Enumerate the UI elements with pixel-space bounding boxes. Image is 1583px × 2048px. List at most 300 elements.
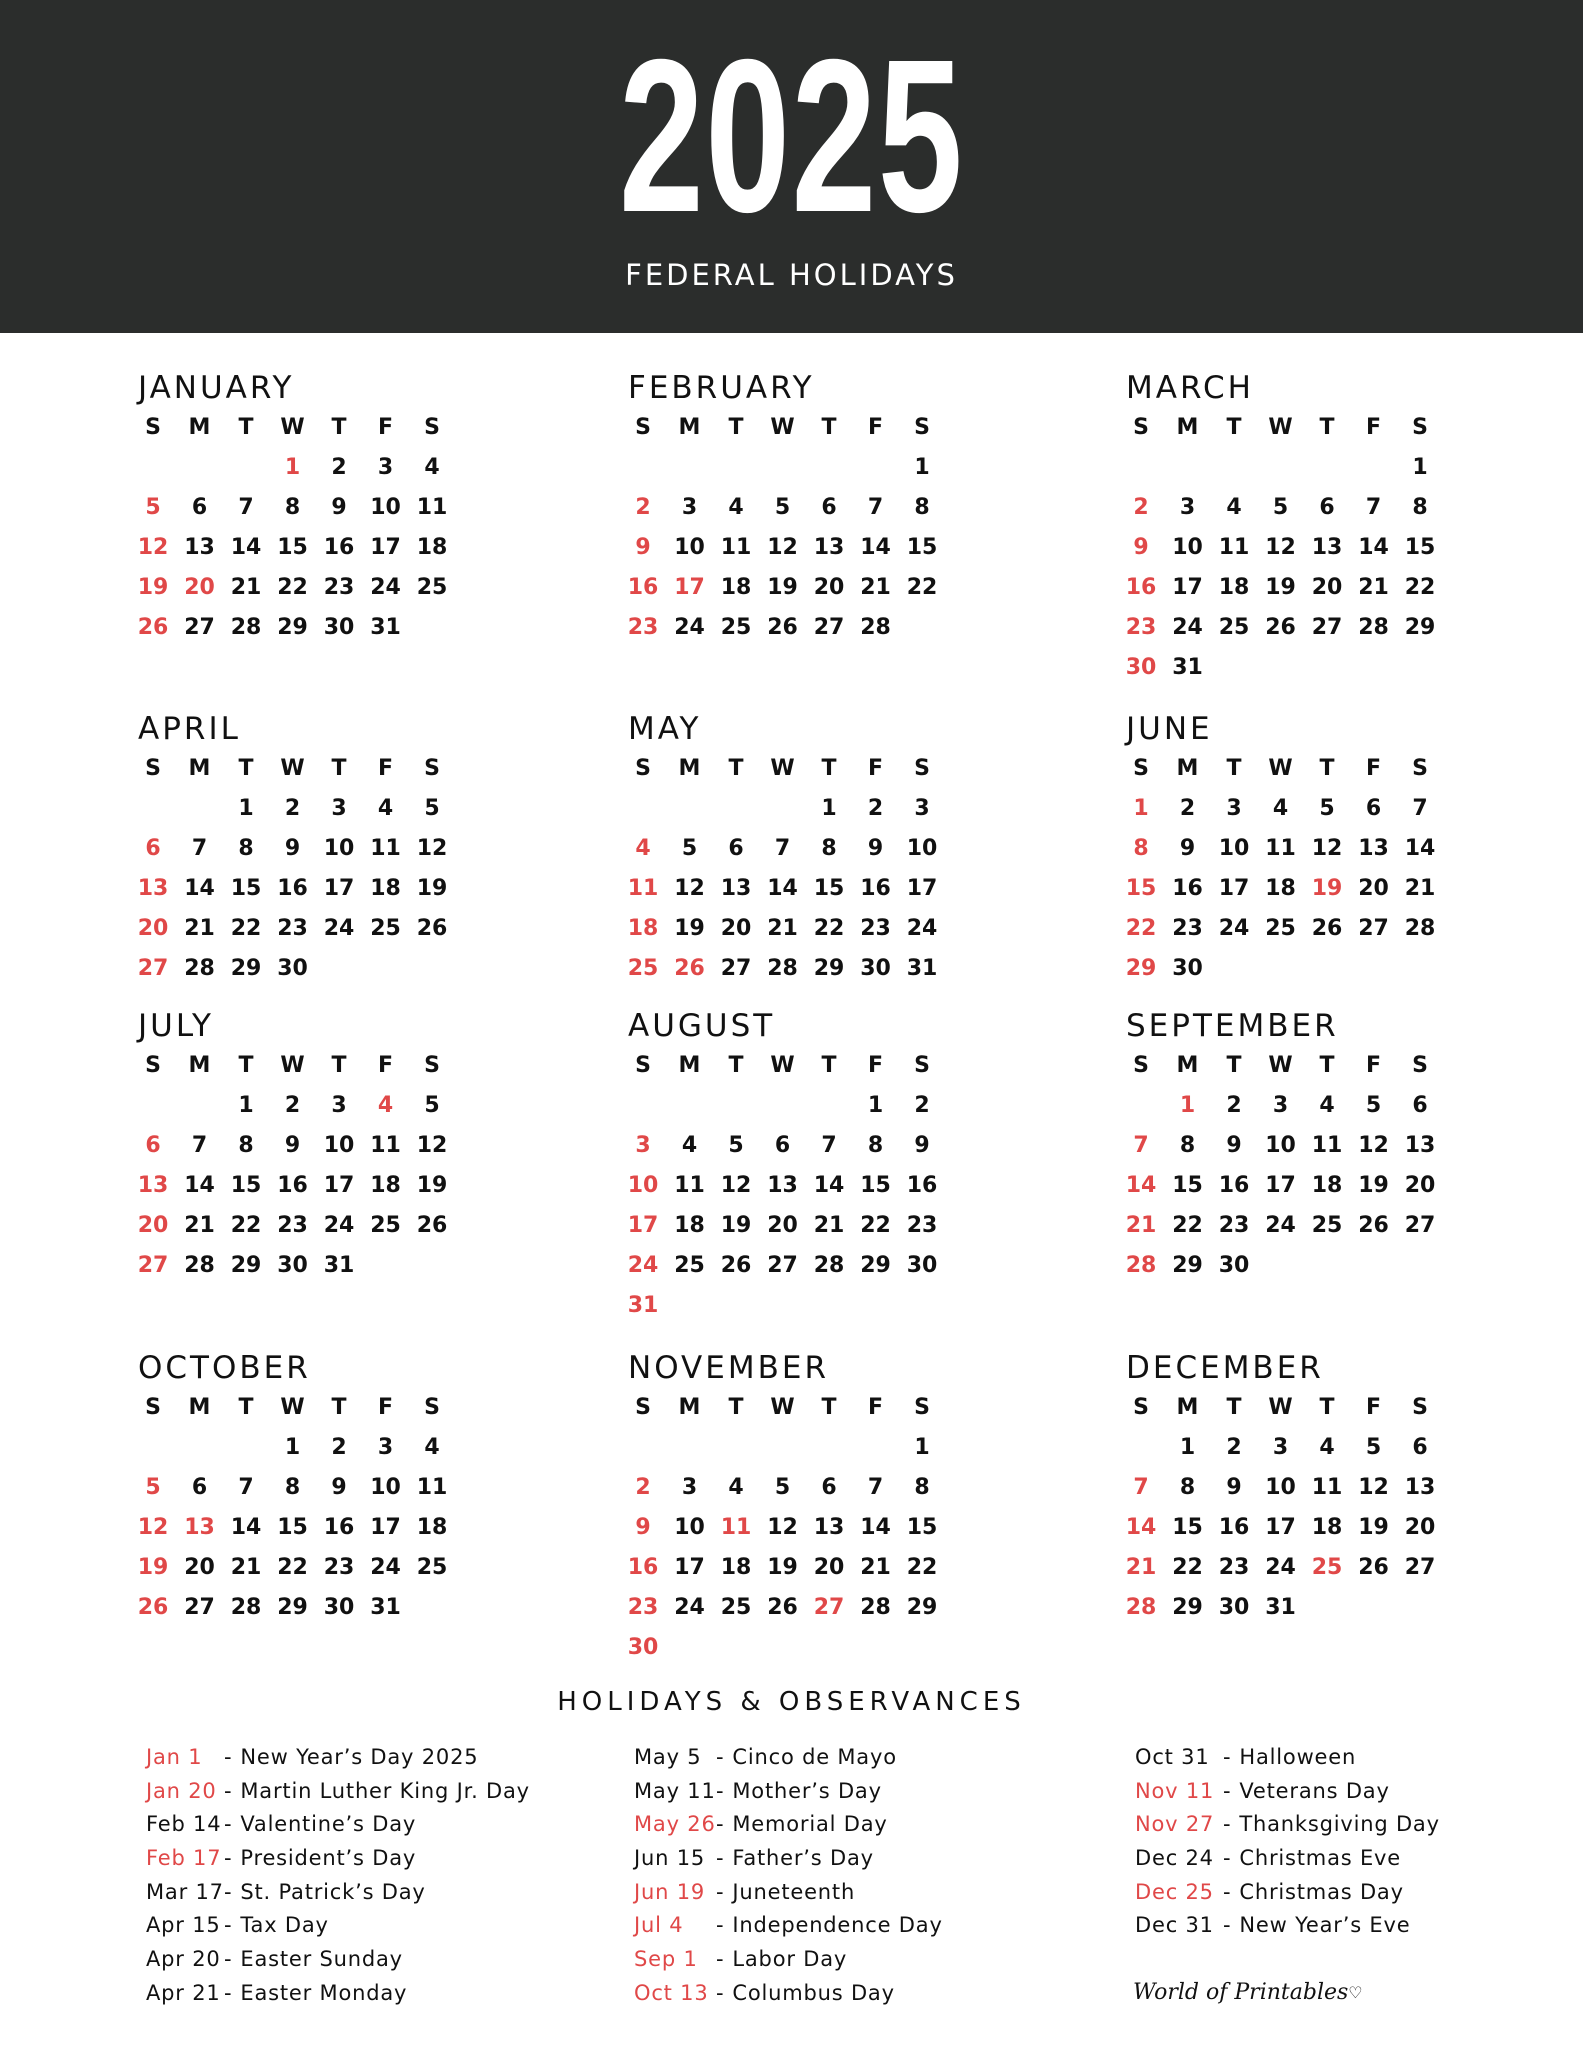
holiday-name: Tax Day (240, 1913, 329, 1938)
calendar-day: 10 (1172, 535, 1203, 560)
calendar-day: 30 (323, 615, 355, 640)
calendar-day: 12 (767, 535, 798, 560)
calendar-day: 28 (230, 615, 262, 640)
weekday-header: T (1319, 756, 1335, 781)
calendar-day: 24 (1265, 1213, 1296, 1238)
calendar-day-holiday: 27 (813, 1595, 845, 1620)
calendar-day: 8 (914, 1475, 930, 1500)
calendar-day: 25 (1218, 615, 1250, 640)
month-march (1126, 370, 1446, 695)
calendar-day: 28 (860, 615, 891, 640)
calendar-day: 1 (1412, 455, 1428, 480)
calendar-day: 12 (720, 1173, 752, 1198)
weekday-header: F (1365, 1395, 1382, 1420)
calendar-day: 16 (277, 1173, 308, 1198)
calendar-day-holiday: 25 (627, 956, 659, 981)
holiday-separator: - (224, 1846, 233, 1871)
calendar-day-holiday: 12 (137, 535, 169, 560)
calendar-day-holiday: 15 (1125, 876, 1157, 901)
holiday-item (146, 1809, 530, 1843)
calendar-day: 17 (370, 535, 401, 560)
holiday-separator: - (1223, 1913, 1232, 1938)
weekday-header: T (238, 1395, 254, 1420)
weekday-header: S (145, 756, 161, 781)
weekday-header: S (424, 415, 440, 440)
calendar-day: 8 (1179, 1475, 1196, 1500)
calendar-day: 19 (416, 876, 448, 901)
calendar-day: 10 (323, 836, 355, 861)
holiday-item (634, 1742, 943, 1776)
calendar-day: 23 (860, 916, 891, 941)
calendar-day-holiday: 13 (137, 1173, 169, 1198)
calendar-day: 20 (813, 1555, 845, 1580)
calendar-day: 1 (1179, 1435, 1196, 1460)
calendar-day: 22 (860, 1213, 891, 1238)
month-name: JUNE (1126, 711, 1213, 747)
calendar-day: 2 (867, 796, 884, 821)
holiday-item (1135, 1776, 1440, 1810)
calendar-day: 20 (1404, 1173, 1436, 1198)
weekday-header: M (1176, 756, 1199, 781)
calendar-day: 2 (1226, 1093, 1242, 1118)
weekday-header: T (728, 415, 744, 440)
calendar-day: 14 (767, 876, 798, 901)
calendar-day: 19 (767, 1555, 798, 1580)
calendar-day: 1 (914, 455, 930, 480)
holiday-date: Jun 15 (634, 1846, 706, 1871)
calendar-day: 22 (813, 916, 845, 941)
weekday-header: S (635, 415, 651, 440)
calendar-day: 14 (230, 535, 262, 560)
calendar-day: 28 (767, 956, 798, 981)
calendar-day: 27 (720, 956, 752, 981)
calendar-day-holiday: 21 (1125, 1213, 1157, 1238)
holiday-item (634, 1877, 943, 1911)
holiday-name: President’s Day (240, 1846, 417, 1871)
calendar-day: 9 (914, 1133, 930, 1158)
calendar-day: 27 (767, 1253, 798, 1278)
calendar-day: 13 (1358, 836, 1389, 861)
calendar-day: 14 (184, 1173, 215, 1198)
calendar-day: 4 (1319, 1435, 1335, 1460)
calendar-day: 13 (813, 1515, 845, 1540)
month-september (1126, 1008, 1446, 1333)
calendar-day-holiday: 18 (627, 916, 659, 941)
calendar-day: 10 (1265, 1133, 1296, 1158)
calendar-day-holiday: 23 (627, 1595, 659, 1620)
weekday-header: T (331, 1395, 347, 1420)
calendar-day: 28 (184, 956, 215, 981)
calendar-day: 6 (774, 1133, 791, 1158)
weekday-header: T (821, 1053, 837, 1078)
calendar-day-holiday: 26 (137, 615, 169, 640)
calendar-day: 2 (284, 796, 301, 821)
holiday-name: Christmas Day (1239, 1879, 1404, 1904)
calendar-day: 18 (1218, 575, 1250, 600)
calendar-day-holiday: 16 (627, 575, 659, 600)
calendar-day: 27 (184, 615, 215, 640)
weekday-header: F (377, 1053, 394, 1078)
weekday-header: M (678, 756, 701, 781)
holiday-separator: - (1223, 1812, 1232, 1837)
weekday-header: S (914, 1053, 930, 1078)
calendar-day-holiday: 28 (1125, 1595, 1157, 1620)
calendar-day: 20 (1311, 575, 1343, 600)
calendar-day: 25 (370, 916, 401, 941)
calendar-day: 19 (416, 1173, 448, 1198)
calendar-day-holiday: 23 (627, 615, 659, 640)
weekday-header: F (867, 415, 884, 440)
calendar-day-holiday: 8 (1133, 836, 1149, 861)
holiday-date: Jan 20 (146, 1778, 217, 1803)
calendar-day: 9 (331, 495, 347, 520)
weekday-header: M (188, 415, 211, 440)
calendar-day-holiday: 11 (720, 1515, 752, 1540)
heart-icon: ♡ (1348, 1983, 1363, 2002)
calendar-day: 12 (416, 836, 448, 861)
calendar-day: 8 (1412, 495, 1428, 520)
calendar-day: 22 (277, 575, 308, 600)
weekday-header: M (1176, 1395, 1199, 1420)
calendar-day: 29 (813, 956, 845, 981)
holidays-column (146, 1742, 530, 2012)
calendar-day: 31 (370, 615, 401, 640)
holiday-date: Jul 4 (634, 1913, 684, 1938)
weekday-header: S (1133, 1395, 1149, 1420)
calendar-day: 29 (860, 1253, 891, 1278)
calendar-day: 5 (774, 1475, 791, 1500)
calendar-day-holiday: 14 (1125, 1173, 1157, 1198)
calendar-day-holiday: 30 (627, 1635, 659, 1660)
calendar-day: 3 (914, 796, 930, 821)
weekday-header: W (280, 1053, 305, 1078)
calendar-day: 8 (284, 495, 301, 520)
calendar-day: 25 (1265, 916, 1296, 941)
calendar-day: 8 (284, 1475, 301, 1500)
holiday-name: Valentine’s Day (240, 1812, 417, 1837)
subtitle: FEDERAL HOLIDAYS (625, 258, 958, 292)
calendar-day: 2 (1226, 1435, 1242, 1460)
weekday-header: F (867, 1053, 884, 1078)
calendar-day-holiday: 23 (1125, 615, 1157, 640)
weekday-header: T (821, 415, 837, 440)
calendar-day: 30 (906, 1253, 938, 1278)
calendar-day: 24 (674, 615, 705, 640)
calendar-day: 30 (277, 1253, 308, 1278)
calendar-day: 27 (1311, 615, 1343, 640)
calendar-day: 18 (1311, 1173, 1343, 1198)
month-july (138, 1008, 458, 1333)
weekday-header: T (728, 1053, 744, 1078)
calendar-day: 2 (284, 1093, 301, 1118)
calendar-day: 4 (681, 1133, 698, 1158)
calendar-day-holiday: 20 (184, 575, 215, 600)
calendar-day: 26 (1358, 1213, 1389, 1238)
calendar-day: 24 (906, 916, 938, 941)
calendar-day: 20 (813, 575, 845, 600)
calendar-day: 10 (674, 1515, 705, 1540)
calendar-day: 13 (1404, 1475, 1436, 1500)
weekday-header: F (377, 415, 394, 440)
calendar-day: 4 (1272, 796, 1289, 821)
holiday-date: May 26 (634, 1812, 716, 1837)
calendar-day: 5 (424, 1093, 440, 1118)
calendar-day: 7 (191, 836, 208, 861)
calendar-day: 19 (1358, 1173, 1389, 1198)
calendar-day: 8 (867, 1133, 884, 1158)
calendar-day: 4 (728, 495, 744, 520)
calendar-day-holiday: 10 (627, 1173, 659, 1198)
calendar-day-holiday: 6 (145, 836, 161, 861)
calendar-day: 29 (277, 1595, 308, 1620)
calendar-day-holiday: 20 (137, 1213, 169, 1238)
weekday-header: F (1365, 415, 1382, 440)
calendar-day: 14 (860, 1515, 891, 1540)
holiday-date: Dec 24 (1135, 1846, 1214, 1871)
calendar-day: 18 (720, 575, 752, 600)
calendar-day: 30 (1172, 956, 1203, 981)
calendar-day: 26 (720, 1253, 752, 1278)
weekday-header: S (635, 1053, 651, 1078)
calendar-day: 27 (1404, 1213, 1436, 1238)
calendar-day: 20 (184, 1555, 215, 1580)
calendar-day: 17 (1218, 876, 1250, 901)
calendar-day: 16 (1172, 876, 1203, 901)
calendar-day: 19 (674, 916, 705, 941)
calendar-day: 29 (230, 956, 262, 981)
holiday-name: New Year’s Day 2025 (240, 1745, 479, 1769)
calendar-day: 6 (191, 495, 208, 520)
calendar-day: 14 (1358, 535, 1389, 560)
calendar-day-holiday: 17 (674, 575, 705, 600)
holiday-name: Father’s Day (732, 1846, 874, 1871)
weekday-header: T (238, 1053, 254, 1078)
calendar-day: 7 (238, 495, 254, 520)
holiday-separator: - (1223, 1778, 1232, 1803)
calendar-day: 15 (860, 1173, 891, 1198)
calendar-day: 18 (416, 1515, 448, 1540)
holiday-name: Thanksgiving Day (1239, 1812, 1440, 1837)
holiday-separator: - (716, 1947, 725, 1972)
calendar-day: 8 (1179, 1133, 1196, 1158)
calendar-day: 18 (1311, 1515, 1343, 1540)
calendar-day: 9 (284, 1133, 301, 1158)
calendar-day: 21 (813, 1213, 845, 1238)
calendar-day: 15 (230, 876, 262, 901)
holiday-item (1135, 1742, 1440, 1776)
calendar-day: 10 (323, 1133, 355, 1158)
calendar-day: 10 (370, 1475, 401, 1500)
calendar-day: 6 (191, 1475, 208, 1500)
calendar-day: 16 (860, 876, 891, 901)
calendar-day: 17 (674, 1555, 705, 1580)
calendar-day: 26 (1358, 1555, 1389, 1580)
calendar-day: 15 (230, 1173, 262, 1198)
holiday-name: Easter Sunday (240, 1947, 403, 1972)
weekday-header: S (424, 1053, 440, 1078)
calendar-day: 10 (906, 836, 938, 861)
holiday-name: Independence Day (732, 1913, 943, 1938)
calendar-day: 3 (1272, 1435, 1289, 1460)
calendar-day: 6 (1412, 1093, 1428, 1118)
calendar-day: 8 (821, 836, 837, 861)
calendar-day-holiday: 16 (627, 1555, 659, 1580)
month-january (138, 370, 458, 695)
calendar-day: 26 (416, 916, 448, 941)
holiday-date: Jun 19 (634, 1879, 706, 1904)
brand-text: World of Printables (1133, 1980, 1349, 2005)
holiday-name: Cinco de Mayo (732, 1745, 897, 1769)
month-october (138, 1350, 458, 1675)
calendar-day-holiday: 20 (137, 916, 169, 941)
calendar-day-holiday: 6 (145, 1133, 161, 1158)
holiday-item (634, 1944, 943, 1978)
month-june (1126, 711, 1446, 1036)
holiday-item (146, 1843, 530, 1877)
weekday-header: S (1412, 1053, 1428, 1078)
weekday-header: W (280, 756, 305, 781)
calendar-day: 6 (728, 836, 744, 861)
calendar-day: 26 (767, 615, 798, 640)
weekday-header: S (1412, 415, 1428, 440)
calendar-day: 20 (767, 1213, 798, 1238)
calendar-day: 5 (1365, 1093, 1382, 1118)
weekday-header: S (635, 756, 651, 781)
calendar-day: 25 (674, 1253, 705, 1278)
calendar-day: 29 (906, 1595, 938, 1620)
calendar-day-holiday: 31 (627, 1293, 659, 1318)
calendar-day: 7 (867, 495, 884, 520)
calendar-day: 25 (1311, 1213, 1343, 1238)
calendar-day: 25 (720, 1595, 752, 1620)
holiday-date: Jan 1 (146, 1745, 203, 1769)
weekday-header: W (770, 756, 795, 781)
calendar-day: 28 (184, 1253, 215, 1278)
calendar-day: 20 (1358, 876, 1389, 901)
calendar-day: 22 (1172, 1555, 1203, 1580)
calendar-day: 4 (424, 455, 440, 480)
calendar-day: 6 (821, 495, 837, 520)
calendar-day: 21 (1358, 575, 1389, 600)
holiday-item (634, 1978, 943, 2012)
calendar-day: 25 (370, 1213, 401, 1238)
calendar-day-holiday: 2 (635, 495, 651, 520)
calendar-day: 9 (867, 836, 884, 861)
calendar-day-holiday: 7 (1133, 1475, 1149, 1500)
weekday-header: S (1412, 1395, 1428, 1420)
calendar-day: 16 (1218, 1515, 1250, 1540)
calendar-day: 4 (1226, 495, 1242, 520)
calendar-day: 11 (1218, 535, 1250, 560)
calendar-day: 22 (277, 1555, 308, 1580)
month-name: JULY (138, 1008, 214, 1044)
calendar-day: 7 (1365, 495, 1382, 520)
month-name: SEPTEMBER (1126, 1008, 1339, 1044)
calendar-day: 12 (1311, 836, 1343, 861)
holiday-date: Dec 31 (1135, 1913, 1214, 1938)
calendar-day: 3 (1179, 495, 1196, 520)
weekday-header: W (1268, 756, 1293, 781)
calendar-day: 22 (906, 1555, 938, 1580)
weekday-header: S (424, 756, 440, 781)
weekday-header: F (1365, 756, 1382, 781)
calendar-day: 11 (370, 836, 401, 861)
calendar-day: 3 (377, 455, 394, 480)
month-february (628, 370, 948, 695)
calendar-day: 19 (1265, 575, 1296, 600)
weekday-header: S (635, 1395, 651, 1420)
calendar-day: 20 (720, 916, 752, 941)
holiday-name: St. Patrick’s Day (240, 1879, 426, 1904)
month-name: DECEMBER (1126, 1350, 1324, 1386)
calendar-day: 17 (1172, 575, 1203, 600)
weekday-header: S (1133, 415, 1149, 440)
calendar-day: 17 (370, 1515, 401, 1540)
calendar-day: 22 (230, 1213, 262, 1238)
calendar-day: 7 (238, 1475, 254, 1500)
calendar-day: 24 (674, 1595, 705, 1620)
holiday-name: Veterans Day (1239, 1778, 1390, 1803)
calendar-day: 24 (370, 1555, 401, 1580)
holiday-separator: - (224, 1879, 233, 1904)
calendar-day: 25 (720, 615, 752, 640)
holiday-separator: - (716, 1778, 725, 1803)
holiday-item (1135, 1910, 1440, 1944)
month-may (628, 711, 948, 1036)
calendar-day: 2 (1179, 796, 1196, 821)
month-april (138, 711, 458, 1036)
holiday-separator: - (224, 1778, 233, 1803)
weekday-header: S (914, 415, 930, 440)
holiday-date: Nov 27 (1135, 1812, 1215, 1837)
calendar-day: 18 (1265, 876, 1296, 901)
calendar-day: 23 (323, 575, 355, 600)
weekday-header: M (1176, 1053, 1199, 1078)
weekday-header: T (821, 1395, 837, 1420)
holiday-name: Memorial Day (732, 1812, 888, 1837)
calendar-day: 11 (1311, 1475, 1343, 1500)
holiday-date: Apr 20 (146, 1947, 221, 1972)
weekday-header: T (1319, 1053, 1335, 1078)
calendar-day-holiday: 2 (635, 1475, 651, 1500)
weekday-header: W (280, 415, 305, 440)
calendar-day: 2 (331, 1435, 347, 1460)
calendar-day: 5 (1272, 495, 1289, 520)
calendar-day: 28 (860, 1595, 891, 1620)
calendar-day: 21 (230, 1555, 262, 1580)
holiday-separator: - (716, 1846, 725, 1871)
weekday-header: T (1226, 415, 1242, 440)
holiday-date: Apr 15 (146, 1913, 221, 1938)
calendar-day: 15 (1404, 535, 1436, 560)
calendar-day-holiday: 1 (1179, 1093, 1196, 1118)
calendar-day: 24 (323, 1213, 355, 1238)
calendar-day: 6 (821, 1475, 837, 1500)
month-august (628, 1008, 948, 1333)
calendar-day: 9 (331, 1475, 347, 1500)
calendar-day-holiday: 1 (284, 455, 301, 480)
holidays-column (1135, 1742, 1440, 1944)
calendar-day: 27 (1404, 1555, 1436, 1580)
weekday-header: S (145, 1395, 161, 1420)
calendar-day: 30 (1218, 1253, 1250, 1278)
calendar-day: 18 (720, 1555, 752, 1580)
weekday-header: T (238, 756, 254, 781)
calendar-day: 10 (1218, 836, 1250, 861)
holiday-item (634, 1809, 943, 1843)
calendar-day: 28 (230, 1595, 262, 1620)
calendar-day: 3 (377, 1435, 394, 1460)
